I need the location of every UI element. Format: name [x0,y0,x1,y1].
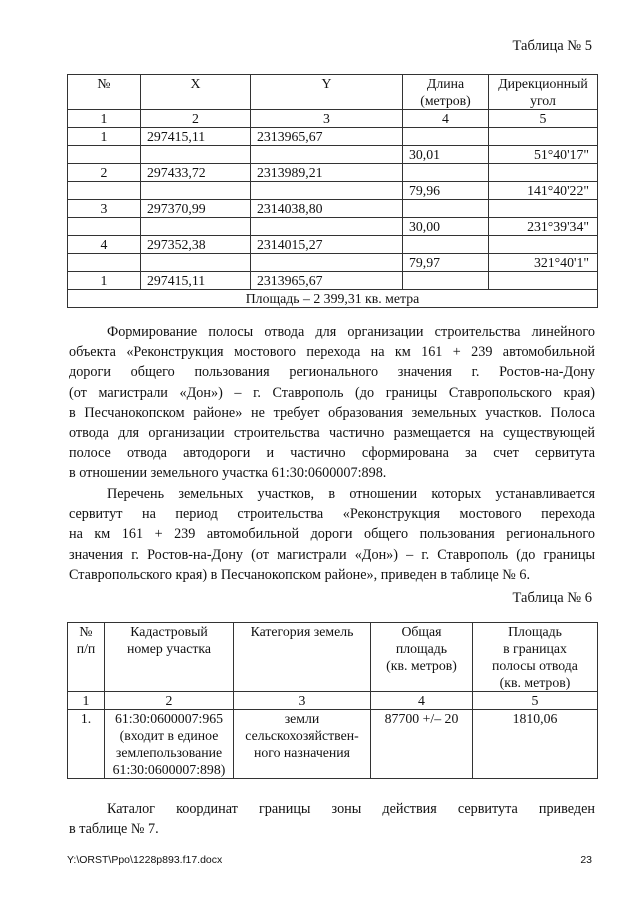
x-coordinate: 297415,11 [141,128,251,146]
paragraph-line: Ставропольского края) в Песчанокопском районе», приведен в таблице № 6. [69,566,531,583]
row-number: 1. [68,710,105,779]
y-coordinate [251,182,403,200]
column-number: 5 [473,692,598,710]
paragraph-line: в Песчанокопском районе» не требует образования земельных участков. Полоса [69,404,595,421]
bearing-angle: 141°40'22" [489,182,598,200]
point-number [68,182,141,200]
length-value [403,128,489,146]
column-number: 1 [68,692,105,710]
paragraph-line: на км 161 + 239 автомобильной дороги общего пользования регионального [69,526,595,543]
column-number: 3 [251,110,403,128]
x-coordinate [141,146,251,164]
paragraph-line: в таблице № 7. [69,821,159,838]
column-number: 4 [403,110,489,128]
x-coordinate: 297370,99 [141,200,251,218]
table-row [68,218,598,236]
total-area: 87700 +/– 20 [371,710,473,779]
x-coordinate: 297433,72 [141,164,251,182]
paragraph-catalog-reference [69,799,595,839]
x-coordinate: 297352,38 [141,236,251,254]
y-coordinate [251,254,403,272]
column-header: Категория земель [234,623,371,692]
paragraph-line: дороги общего пользования регионального значения г. Ростов-на-Дону [69,364,595,381]
table-row [68,164,598,182]
table-row [68,146,598,164]
y-coordinate [251,218,403,236]
x-coordinate [141,254,251,272]
column-number: 1 [68,110,141,128]
table-row [68,182,598,200]
column-header: Длина (метров) [403,75,489,110]
table-row [68,710,598,779]
bearing-angle [489,236,598,254]
x-coordinate: 297415,11 [141,272,251,290]
table-row [68,128,598,146]
y-coordinate: 2314038,80 [251,200,403,218]
length-value [403,236,489,254]
paragraph-line: Формирование полосы отвода для организации строительства линейного [107,324,595,340]
point-number [68,146,141,164]
column-header: X [141,75,251,110]
column-header: Площадь в границах полосы отвода (кв. метров) [473,623,598,692]
paragraph-line: (от магистрали «Дон») – г. Ставрополь (до границы Ставропольского края) [69,384,595,401]
page-number: 23 [580,854,592,866]
y-coordinate [251,146,403,164]
paragraph-line: полосе отвода автодороги и частично сформирована за счет сервитута [69,445,595,462]
point-number: 3 [68,200,141,218]
y-coordinate: 2313989,21 [251,164,403,182]
column-header: № [68,75,141,110]
point-number [68,254,141,272]
length-value [403,164,489,182]
column-number: 5 [489,110,598,128]
column-number: 2 [141,110,251,128]
column-number: 4 [371,692,473,710]
table-row [68,272,598,290]
paragraph-line: Перечень земельных участков, в отношении которых устанавливается [107,486,595,502]
y-coordinate: 2313965,67 [251,272,403,290]
point-number [68,218,141,236]
bearing-angle [489,128,598,146]
paragraph-right-of-way [69,322,595,484]
paragraph-line: объекта «Реконструкция мостового перехода на км 161 + 239 автомобильной [69,344,595,361]
point-number: 1 [68,128,141,146]
y-coordinate: 2313965,67 [251,128,403,146]
length-value [403,272,489,290]
paragraph-line: в отношении земельного участка 61:30:0600007:898. [69,465,387,482]
table-row [68,236,598,254]
table6-caption: Таблица № 6 [512,590,592,606]
column-header: Общая площадь (кв. метров) [371,623,473,692]
length-value: 30,01 [403,146,489,164]
table-row [68,200,598,218]
cadastral-number: 61:30:0600007:965 (входит в единое землепользование 61:30:0600007:898) [105,710,234,779]
column-header: № п/п [68,623,105,692]
paragraph-line: отвода для организации строительства частично размещается на существующей [69,425,595,442]
table5-caption: Таблица № 5 [512,38,592,54]
column-header: Дирекционный угол [489,75,598,110]
table-row [68,254,598,272]
bearing-angle [489,164,598,182]
paragraph-line: значения г. Ростов-на-Дону (от магистрали «Дон») – г. Ставрополь (до границы [69,546,595,563]
bearing-angle: 321°40'1" [489,254,598,272]
area-in-strip: 1810,06 [473,710,598,779]
land-plots-table [67,622,598,779]
column-header: Кадастровый номер участка [105,623,234,692]
point-number: 4 [68,236,141,254]
paragraph-line: Каталог координат границы зоны действия сервитута приведен [107,801,595,817]
column-header: Y [251,75,403,110]
length-value: 79,97 [403,254,489,272]
column-number: 2 [105,692,234,710]
y-coordinate: 2314015,27 [251,236,403,254]
length-value: 79,96 [403,182,489,200]
column-number: 3 [234,692,371,710]
bearing-angle: 51°40'17" [489,146,598,164]
x-coordinate [141,182,251,200]
paragraph-easement-list [69,484,595,585]
paragraph-line: сервитут на период строительства «Реконструкция мостового перехода [69,506,595,523]
footer-file-path: Y:\ORST\Ppo\1228p893.f17.docx [67,854,223,866]
point-number: 2 [68,164,141,182]
area-total: Площадь – 2 399,31 кв. метра [68,290,598,308]
bearing-angle [489,200,598,218]
bearing-angle [489,272,598,290]
bearing-angle: 231°39'34" [489,218,598,236]
length-value [403,200,489,218]
x-coordinate [141,218,251,236]
point-number: 1 [68,272,141,290]
length-value: 30,00 [403,218,489,236]
land-category: земли сельскохозяйствен- ного назначения [234,710,371,779]
coordinates-table [67,74,598,308]
